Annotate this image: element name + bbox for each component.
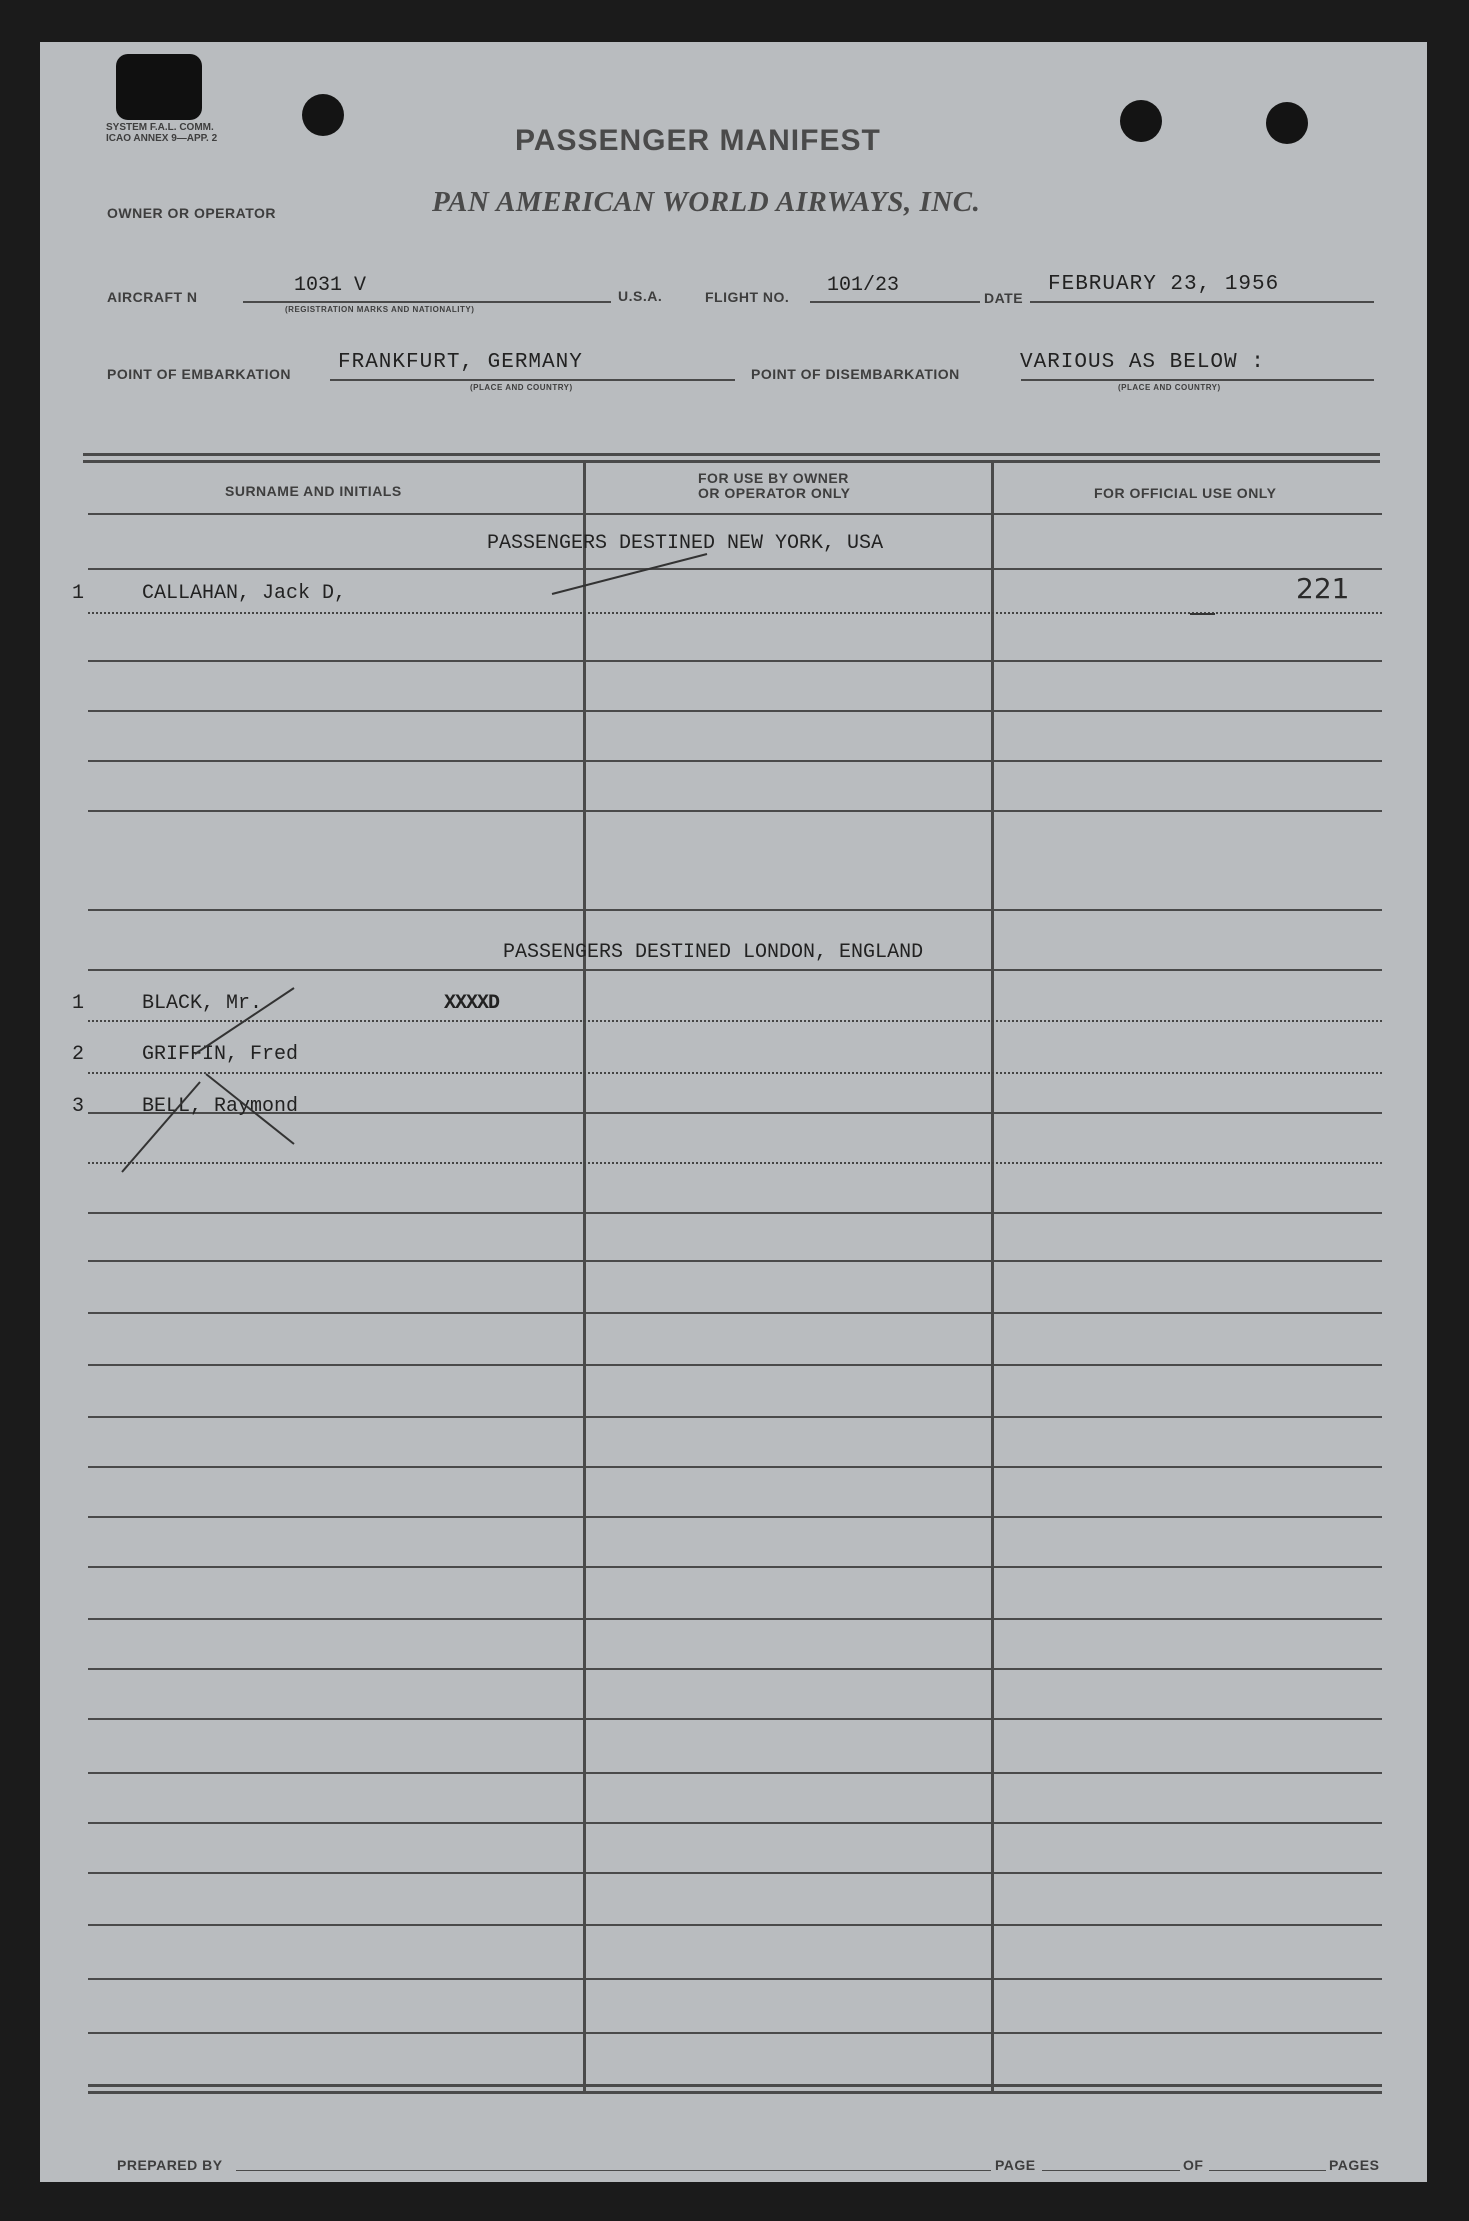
operator-name: PAN AMERICAN WORLD AIRWAYS, INC. — [432, 186, 981, 218]
passenger-name: GRIFFIN, Fred — [142, 1043, 299, 1066]
aircraft-sublabel: (REGISTRATION MARKS AND NATIONALITY) — [285, 305, 475, 314]
date-label: DATE — [984, 290, 1024, 306]
row-number: 3 — [72, 1095, 85, 1118]
disembark-sublabel: (PLACE AND COUNTRY) — [1118, 383, 1221, 392]
disembark-label: POINT OF DISEMBARKATION — [751, 366, 960, 382]
passenger-name: CALLAHAN, Jack D, — [142, 582, 347, 605]
page-label: PAGE — [995, 2157, 1036, 2173]
passenger-name: BELL, Raymond — [142, 1095, 299, 1118]
embark-value: FRANKFURT, GERMANY — [338, 351, 583, 374]
column-header-official: FOR OFFICIAL USE ONLY — [1094, 485, 1277, 501]
embark-label: POINT OF EMBARKATION — [107, 366, 291, 382]
embark-sublabel: (PLACE AND COUNTRY) — [470, 383, 573, 392]
official-number: 221 — [1296, 572, 1350, 605]
section-heading-london: PASSENGERS DESTINED LONDON, ENGLAND — [503, 941, 924, 964]
approval-line-1: SYSTEM F.A.L. COMM. — [106, 122, 214, 133]
row-number: 2 — [72, 1043, 85, 1066]
struck-note: XXXXD — [444, 992, 500, 1015]
manifest-sheet — [40, 42, 1427, 2182]
country-label: U.S.A. — [618, 288, 663, 304]
disembark-value: VARIOUS AS BELOW : — [1020, 351, 1265, 374]
of-underline — [1209, 2170, 1326, 2171]
row-number: 1 — [72, 992, 85, 1015]
page-underline — [1042, 2170, 1180, 2171]
prepared-by-label: PREPARED BY — [117, 2157, 223, 2173]
approval-line-2: ICAO ANNEX 9—APP. 2 — [106, 133, 218, 144]
handwritten-marks — [40, 42, 1427, 2182]
flight-label: FLIGHT NO. — [705, 289, 790, 305]
prepared-by-underline — [236, 2170, 991, 2171]
date-value: FEBRUARY 23, 1956 — [1048, 273, 1280, 296]
of-label: OF — [1183, 2157, 1204, 2173]
section-heading-new-york: PASSENGERS DESTINED NEW YORK, USA — [487, 532, 884, 555]
aircraft-value: 1031 V — [294, 274, 367, 297]
owner-label: OWNER OR OPERATOR — [107, 205, 276, 221]
column-header-surname: SURNAME AND INITIALS — [225, 483, 402, 499]
column-header-owner-line-1: FOR USE BY OWNER — [698, 470, 849, 486]
page-title: PASSENGER MANIFEST — [515, 124, 881, 157]
row-number: 1 — [72, 582, 85, 605]
flight-value: 101/23 — [827, 274, 900, 297]
column-header-owner-line-2: OR OPERATOR ONLY — [698, 485, 851, 501]
aircraft-label: AIRCRAFT N — [107, 289, 198, 305]
pages-label: PAGES — [1329, 2157, 1380, 2173]
passenger-name: BLACK, Mr. — [142, 992, 263, 1015]
